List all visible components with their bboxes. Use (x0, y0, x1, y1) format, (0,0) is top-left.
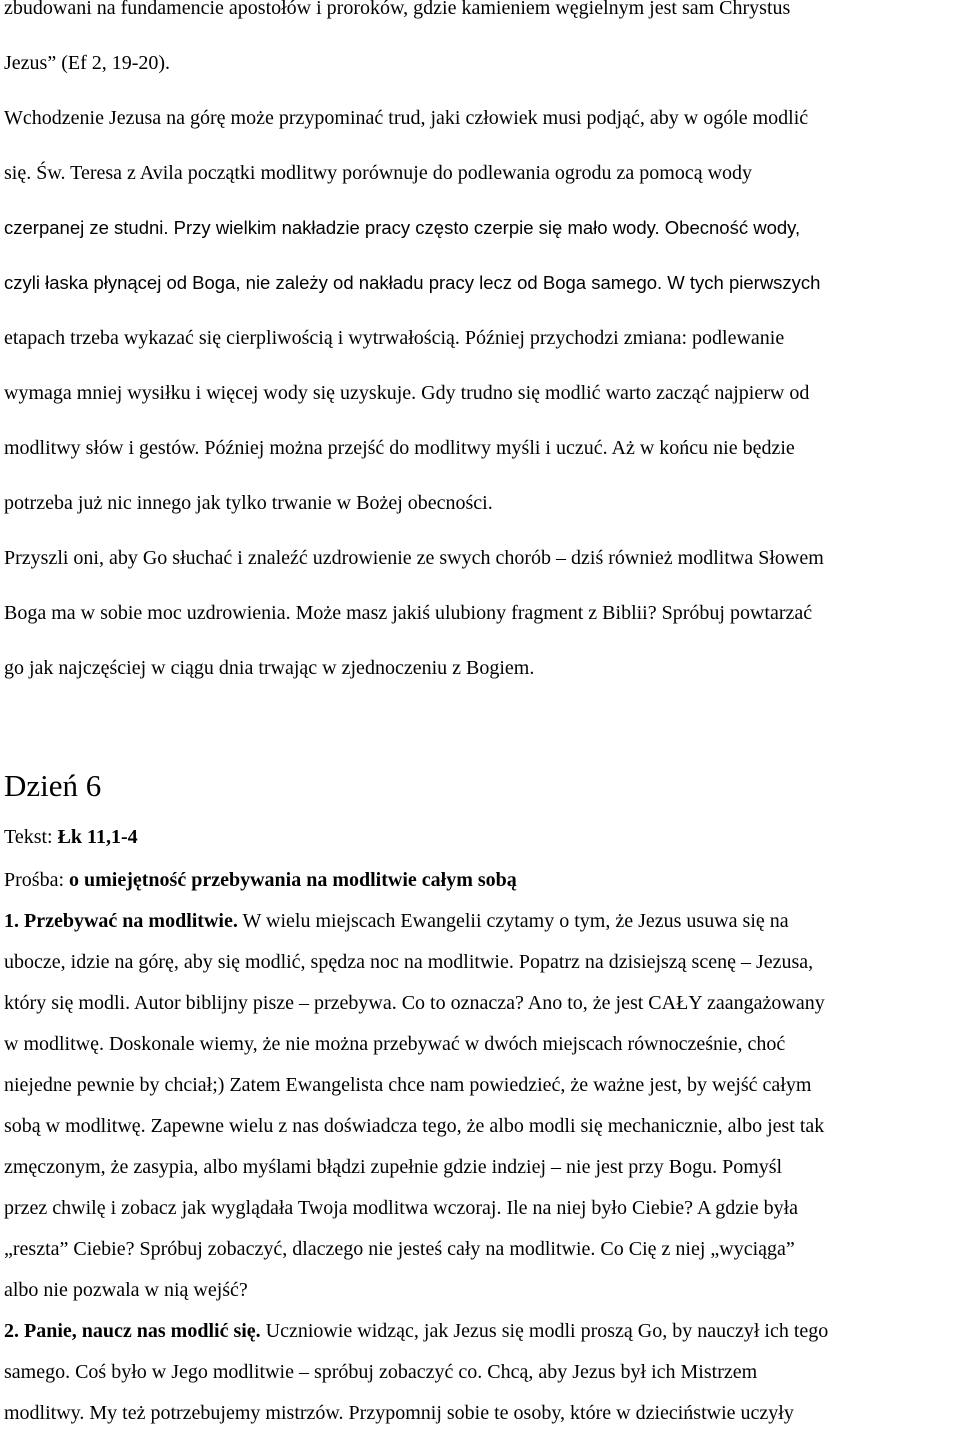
paragraph-line: go jak najczęściej w ciągu dnia trwając w zjednoczeniu z Bogiem. (4, 657, 535, 679)
paragraph-line: wymaga mniej wysiłku i więcej wody się uzyskuje. Gdy trudno się modlić warto zacząć najpierw od (4, 382, 810, 404)
paragraph-line: modlitwy. My też potrzebujemy mistrzów. Przypomnij sobie te osoby, które w dzieciństwie uczyły (4, 1402, 794, 1424)
section-2-title: 2. Panie, naucz nas modlić się. (4, 1320, 261, 1342)
section-1-text: W wielu miejscach Ewangelii czytamy o tym, że Jezus usuwa się na (242, 910, 789, 932)
request-value: o umiejętność przebywania na modlitwie całym sobą (69, 869, 517, 891)
paragraph-line: samego. Coś było w Jego modlitwie – spróbuj zobaczyć co. Chcą, aby Jezus był ich Mistrzem (4, 1361, 758, 1383)
paragraph-line: zbudowani na fundamencie apostołów i proroków, gdzie kamieniem węgielnym jest sam Chrystus (4, 0, 791, 19)
text-label: Tekst: (4, 826, 53, 848)
paragraph-line: modlitwy słów i gestów. Później można przejść do modlitwy myśli i uczuć. Aż w końcu nie będzie (4, 437, 795, 459)
paragraph-line: przez chwilę i zobacz jak wyglądała Twoja modlitwa wczoraj. Ile na niej było Ciebie? A gdzie była (4, 1197, 799, 1219)
paragraph-line: ubocze, idzie na górę, aby się modlić, spędza noc na modlitwie. Popatrz na dzisiejszą scenę – Jezusa, (4, 951, 814, 973)
paragraph-line: się. Św. Teresa z Avila początki modlitwy porównuje do podlewania ogrodu za pomocą wody (4, 162, 753, 184)
paragraph-line: „reszta” Ciebie? Spróbuj zobaczyć, dlaczego nie jesteś cały na modlitwie. Co Cię z niej „wyciąga” (4, 1238, 795, 1260)
section-1-first-line (4, 909, 789, 933)
request-line (4, 868, 517, 892)
paragraph-line: zmęczonym, że zasypia, albo myślami błądzi zupełnie gdzie indziej – nie jest przy Bogu. Pomyśl (4, 1156, 783, 1178)
paragraph-line: który się modli. Autor biblijny pisze – przebywa. Co to oznacza? Ano to, że jest CAŁY zaangażowany (4, 992, 825, 1014)
request-label: Prośba: (4, 869, 64, 891)
section-2-text: Uczniowie widząc, jak Jezus się modli proszą Go, by nauczył ich tego (265, 1320, 829, 1342)
paragraph-line: sobą w modlitwę. Zapewne wielu z nas doświadcza tego, że albo modli się mechanicznie, albo jest tak (4, 1115, 825, 1137)
paragraph-line: niejedne pewnie by chciał;) Zatem Ewangelista chce nam powiedzieć, że ważne jest, by wejść całym (4, 1074, 812, 1096)
paragraph-line: Przyszli oni, aby Go słuchać i znaleźć uzdrowienie ze swych chorób – dziś również modlitwa Słowem (4, 547, 824, 569)
paragraph-line: Boga ma w sobie moc uzdrowienia. Może masz jakiś ulubiony fragment z Biblii? Spróbuj powtarzać (4, 602, 813, 624)
paragraph-line: czyli łaska płynącej od Boga, nie zależy od nakładu pracy lecz od Boga samego. W tych pierwszych (4, 272, 821, 293)
text-reference (4, 825, 138, 849)
text-value: Łk 11,1-4 (57, 826, 138, 848)
paragraph-line: Jezus” (Ef 2, 19-20). (4, 52, 171, 74)
paragraph-line: albo nie pozwala w nią wejść? (4, 1279, 248, 1301)
paragraph-line: Wchodzenie Jezusa na górę może przypominać trud, jaki człowiek musi podjąć, aby w ogóle modlić (4, 107, 809, 129)
paragraph-line: potrzeba już nic innego jak tylko trwanie w Bożej obecności. (4, 492, 493, 514)
paragraph-line: w modlitwę. Doskonale wiemy, że nie można przebywać w dwóch miejscach równocześnie, choć (4, 1033, 786, 1055)
day-heading: Dzień 6 (4, 768, 102, 803)
paragraph-line: czerpanej ze studni. Przy wielkim nakładzie pracy często czerpie się mało wody. Obecność wody, (4, 217, 801, 238)
paragraph-line: etapach trzeba wykazać się cierpliwością i wytrwałością. Później przychodzi zmiana: podlewanie (4, 327, 785, 349)
section-2-first-line (4, 1319, 828, 1343)
section-1-title: 1. Przebywać na modlitwie. (4, 910, 238, 932)
